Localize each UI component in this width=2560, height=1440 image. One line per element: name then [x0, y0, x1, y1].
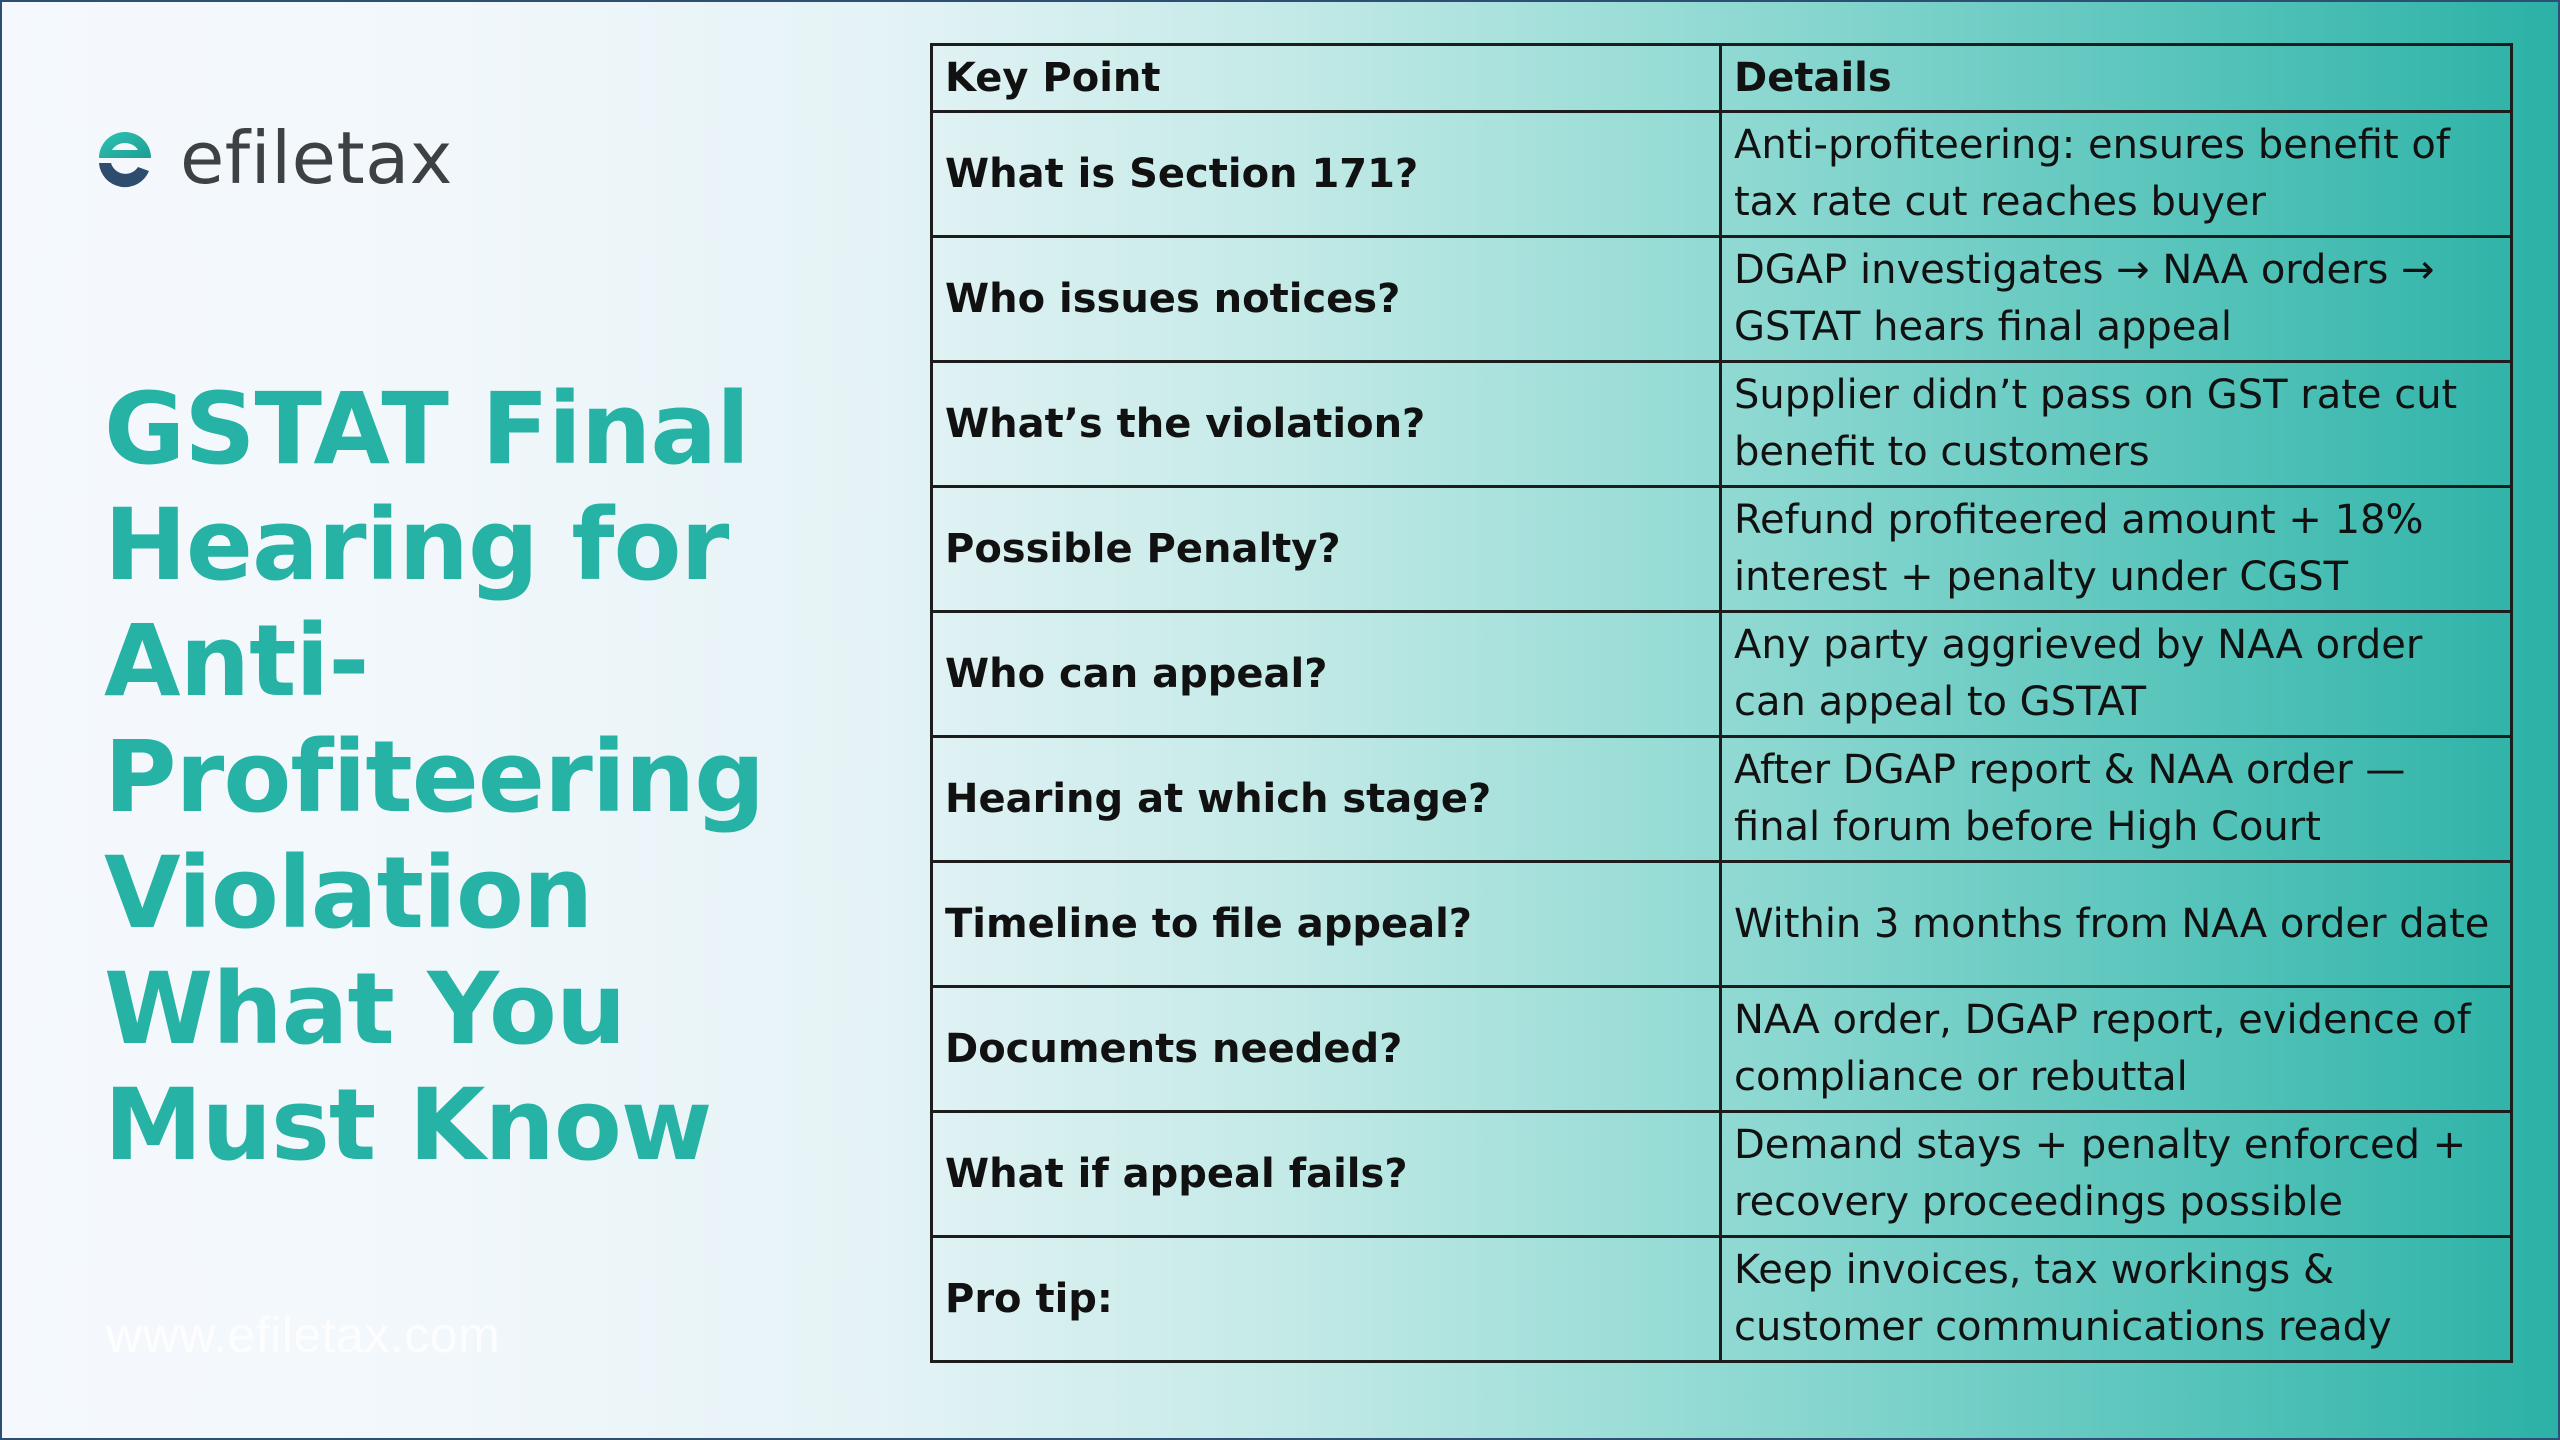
- efiletax-logo-icon: [92, 125, 158, 191]
- table-row: [932, 1112, 2512, 1237]
- row-details: After DGAP report & NAA order — final forum before High Court: [1721, 737, 2512, 862]
- row-details: Keep invoices, tax workings & customer communications ready: [1721, 1237, 2512, 1362]
- table-row: [932, 487, 2512, 612]
- title-line: GSTAT Final: [104, 372, 750, 487]
- title-line: Profiteering: [104, 720, 765, 835]
- row-key: Who issues notices?: [932, 237, 1721, 362]
- table-header-row: [932, 45, 2512, 112]
- row-key: Possible Penalty?: [932, 487, 1721, 612]
- table-row: [932, 987, 2512, 1112]
- title-line: Anti-: [104, 604, 369, 719]
- title-line: Hearing for: [104, 488, 729, 603]
- row-key: Who can appeal?: [932, 612, 1721, 737]
- row-key: Timeline to file appeal?: [932, 862, 1721, 987]
- row-key: Documents needed?: [932, 987, 1721, 1112]
- header-key-point: Key Point: [932, 45, 1721, 112]
- row-key: What if appeal fails?: [932, 1112, 1721, 1237]
- logo-wordmark: efiletax: [180, 116, 453, 200]
- row-key: What’s the violation?: [932, 362, 1721, 487]
- row-details: Supplier didn’t pass on GST rate cut benefit to customers: [1721, 362, 2512, 487]
- row-details: Refund profiteered amount + 18% interest + penalty under CGST: [1721, 487, 2512, 612]
- row-key: What is Section 171?: [932, 112, 1721, 237]
- brand-logo: [92, 116, 453, 200]
- row-details: Any party aggrieved by NAA order can appeal to GSTAT: [1721, 612, 2512, 737]
- table-row: [932, 1237, 2512, 1362]
- info-table: [930, 43, 2513, 1363]
- row-details: DGAP investigates → NAA orders → GSTAT hears final appeal: [1721, 237, 2512, 362]
- table-row: [932, 612, 2512, 737]
- row-key: Hearing at which stage?: [932, 737, 1721, 862]
- page-title: [104, 372, 765, 1184]
- row-details: Anti-profiteering: ensures benefit of tax rate cut reaches buyer: [1721, 112, 2512, 237]
- info-table-container: [930, 43, 2510, 1363]
- title-line: What You: [104, 952, 626, 1067]
- title-line: Must Know: [104, 1068, 712, 1183]
- row-details: Within 3 months from NAA order date: [1721, 862, 2512, 987]
- row-details: Demand stays + penalty enforced + recovery proceedings possible: [1721, 1112, 2512, 1237]
- table-row: [932, 737, 2512, 862]
- table-row: [932, 862, 2512, 987]
- table-row: [932, 112, 2512, 237]
- table-row: [932, 237, 2512, 362]
- website-url: www.efiletax.com: [106, 1307, 501, 1363]
- header-details: Details: [1721, 45, 2512, 112]
- row-details: NAA order, DGAP report, evidence of compliance or rebuttal: [1721, 987, 2512, 1112]
- row-key: Pro tip:: [932, 1237, 1721, 1362]
- table-row: [932, 362, 2512, 487]
- title-line: Violation: [104, 836, 593, 951]
